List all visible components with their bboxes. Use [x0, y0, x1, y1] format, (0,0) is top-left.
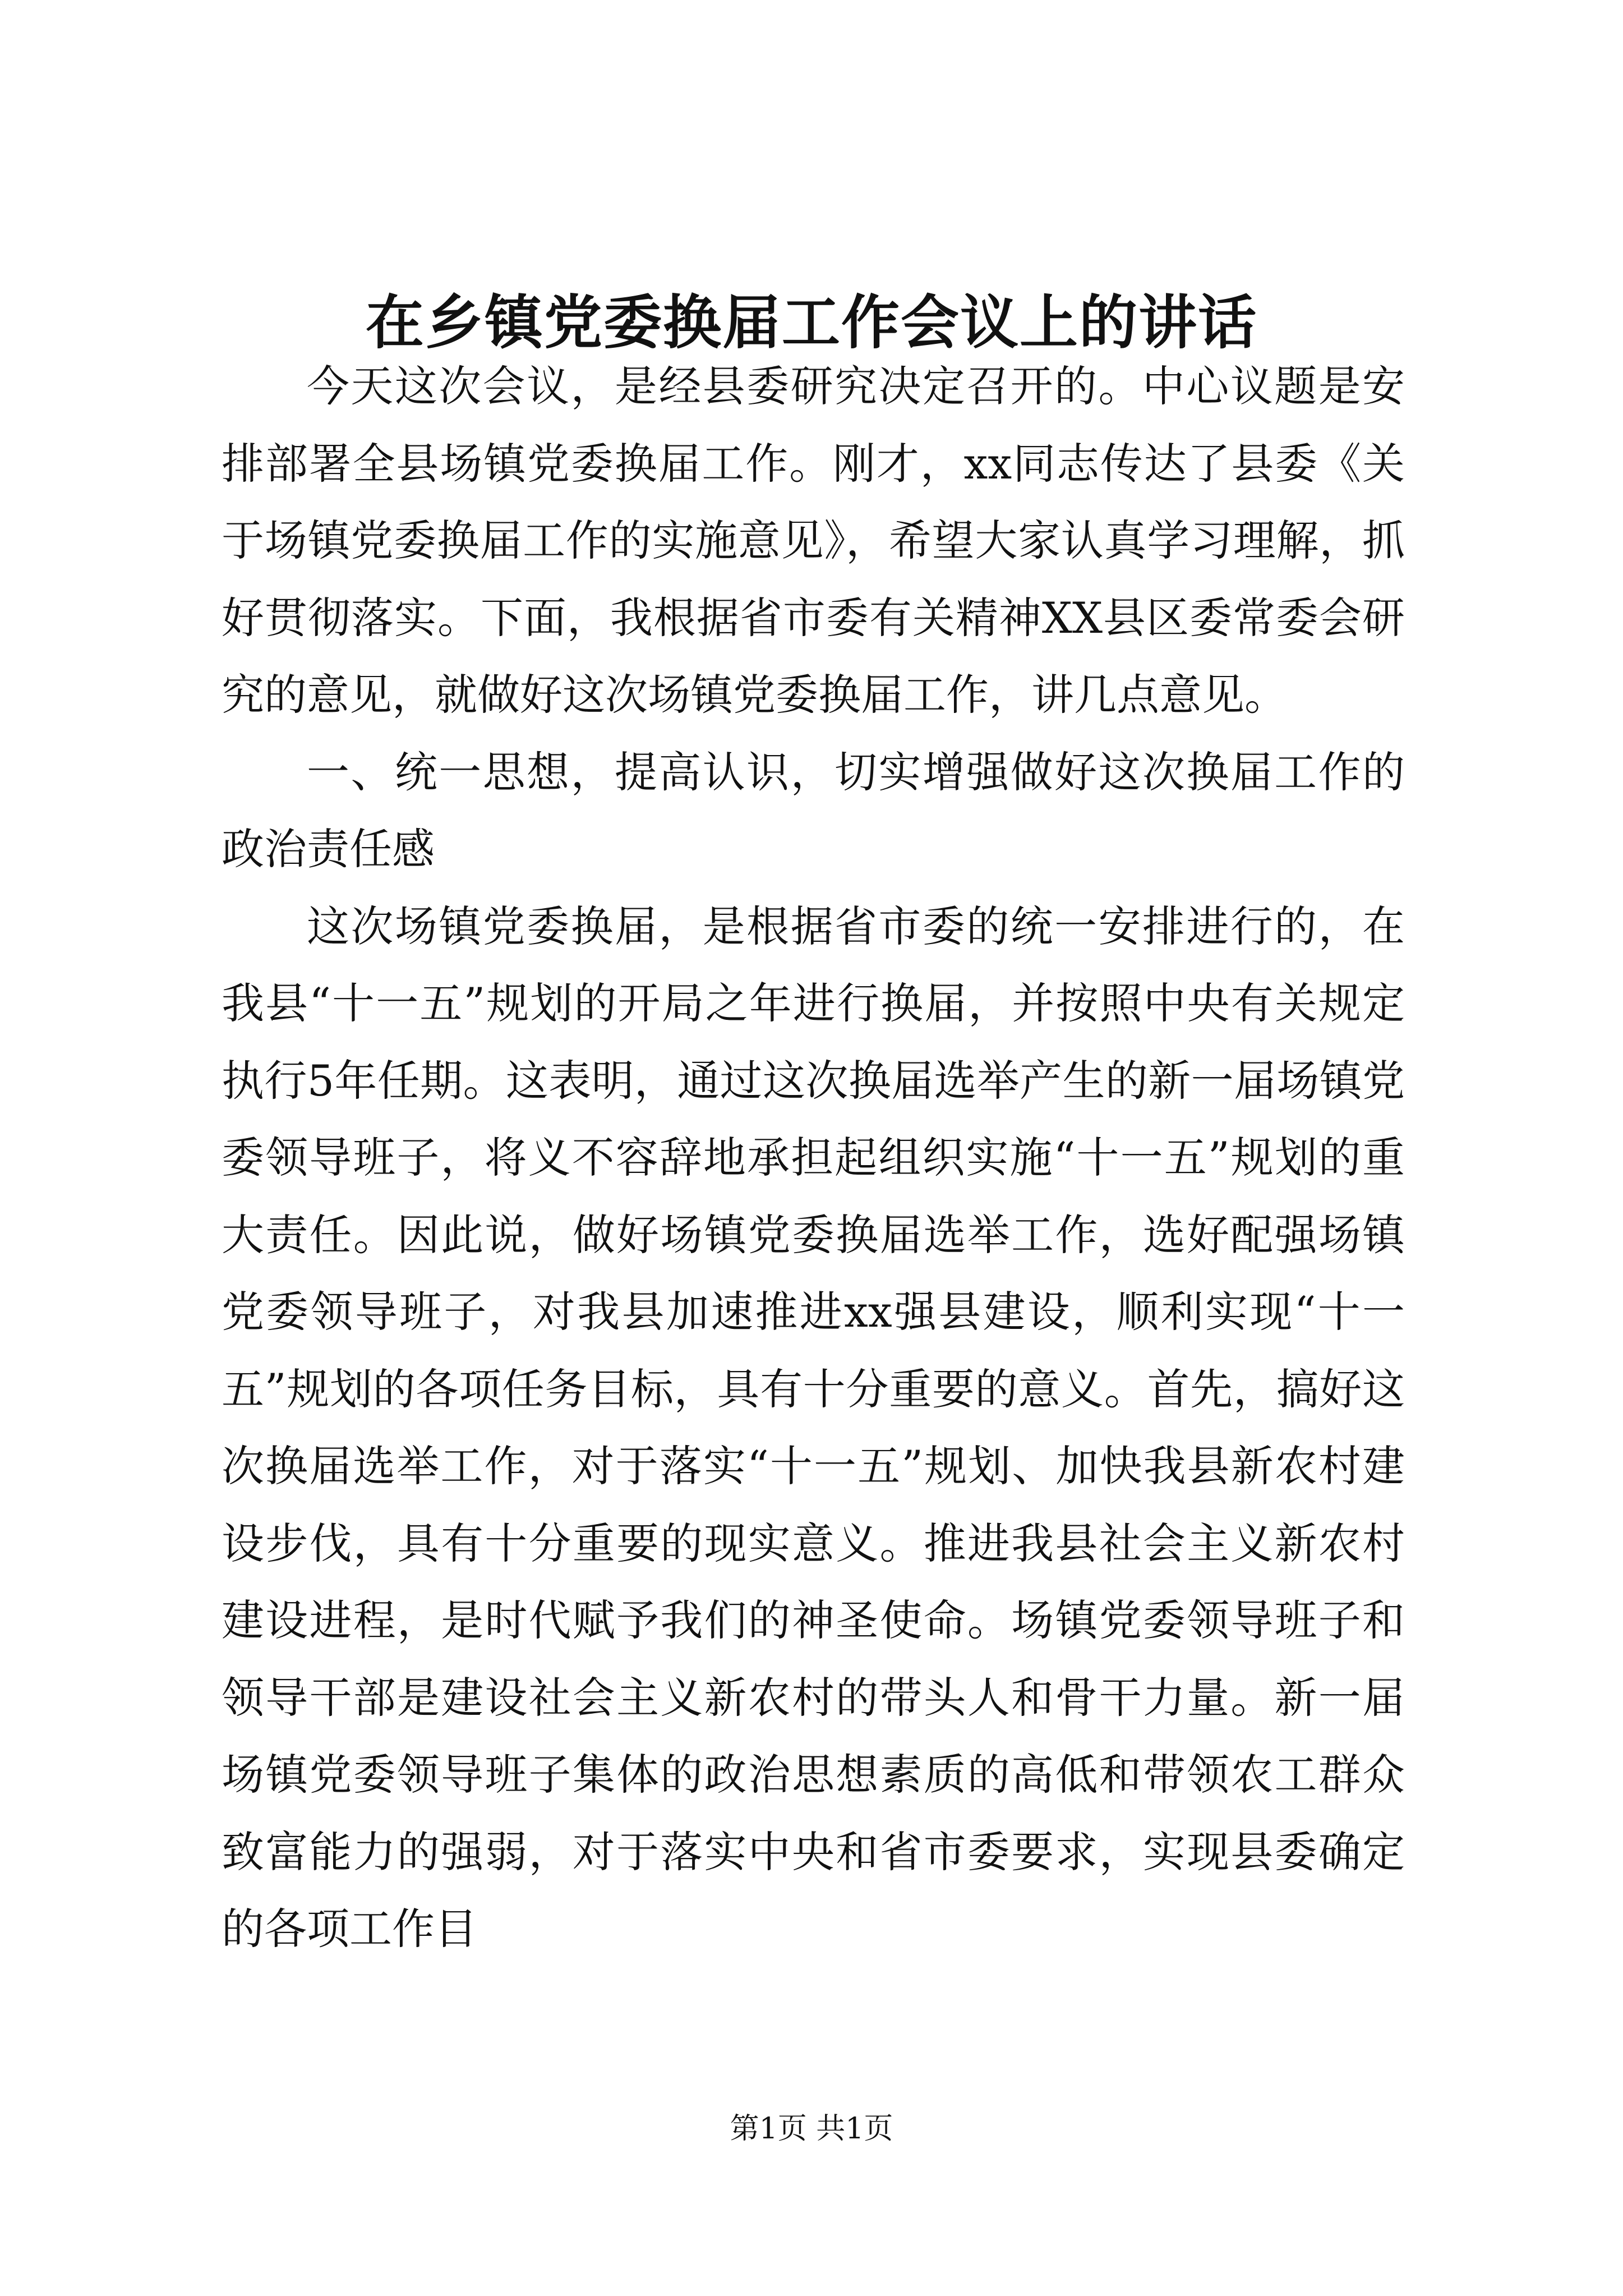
document-body [222, 348, 1405, 1968]
document-title: 在乡镇党委换届工作会议上的讲话 [365, 288, 1257, 357]
section-heading-1: 一、统一思想，提高认识，切实增强做好这次换届工作的政治责任感 [222, 747, 1405, 874]
paragraph-section-1: 这次场镇党委换届，是根据省市委的统一安排进行的，在我县“十一五”规划的开局之年进行换届，并按照中央有关规定执行5年任期。这表明，通过这次换届选举产生的新一届场镇党委领导班子，将义不容辞地承担起组织实施“十一五”规划的重大责任。因此说，做好场镇党委换届选举工作，选好配强场镇党委领导班子，对我县加速推进xx强县建设，顺利实现“十一五”规划的各项任务目标，具有十分重要的意义。首先，搞好这次换届选举工作，对于落实“十一五”规划、加快我县新农村建设步伐，具有十分重要的现实意义。推进我县社会主义新农村建设进程，是时代赋予我们的神圣使命。场镇党委领导班子和领导干部是建设社会主义新农村的带头人和骨干力量。新一届场镇党委领导班子集体的政治思想素质的高低和带领农工群众致富能力的强弱，对于落实中央和省市委要求，实现县委确定的各项工作目 [222, 901, 1405, 1954]
paragraph-intro: 今天这次会议，是经县委研究决定召开的。中心议题是安排部署全县场镇党委换届工作。刚才，xx同志传达了县委《关于场镇党委换届工作的实施意见》，希望大家认真学习理解，抓好贯彻落实。下面，我根据省市委有关精神XX县区委常委会研究的意见，就做好这次场镇党委换届工作，讲几点意见。 [222, 361, 1405, 720]
page-footer: 第1页 共1页 [730, 2112, 893, 2146]
